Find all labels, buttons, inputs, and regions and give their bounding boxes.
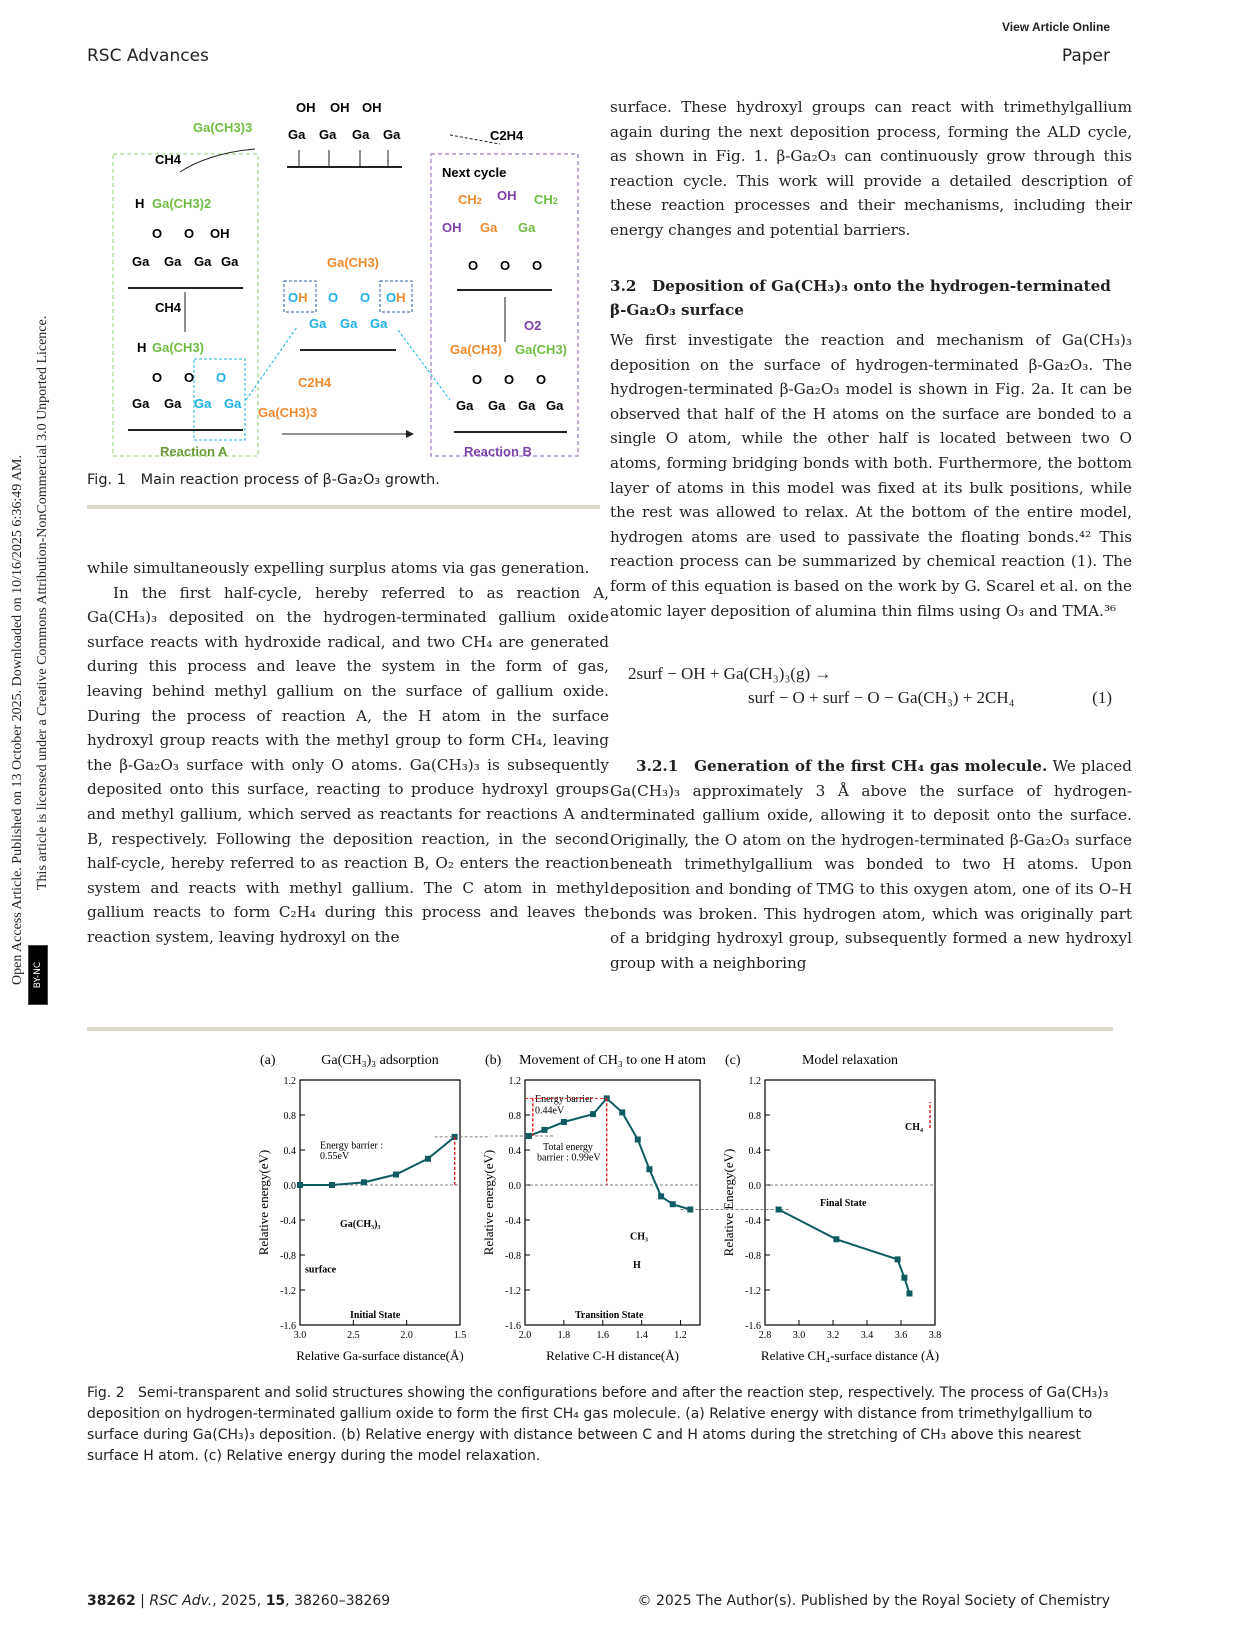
chart-title: Ga(CH₃)₃ adsorption xyxy=(321,1053,439,1068)
cc-by-nc-badge[interactable] xyxy=(28,945,48,1005)
x-tick-label: 1.4 xyxy=(635,1330,648,1341)
copyright: © 2025 The Author(s). Published by the Royal Society of Chemistry xyxy=(637,1593,1110,1609)
plot-frame xyxy=(300,1080,460,1325)
x-tick-label: 1.6 xyxy=(596,1330,610,1341)
y-tick-label: 0.8 xyxy=(508,1111,521,1122)
page-number: 38262 xyxy=(87,1593,136,1609)
gach3-label: Ga(CH3) xyxy=(515,342,568,357)
y-tick-label: -1.2 xyxy=(280,1286,296,1297)
x-tick-label: 3.0 xyxy=(792,1330,806,1341)
gach3-label: Ga(CH3) xyxy=(152,340,205,355)
ga-label: Ga xyxy=(546,398,564,413)
tmg-label: Ga(CH3)3 xyxy=(193,120,253,135)
chart-annotation: H xyxy=(633,1260,641,1272)
y-tick-label: -0.8 xyxy=(745,1251,761,1262)
data-point xyxy=(541,1127,547,1133)
x-tick-label: 2.0 xyxy=(400,1330,413,1341)
x-tick-label: 2.5 xyxy=(347,1330,360,1341)
y-tick-label: 0.8 xyxy=(748,1111,761,1122)
o2-label: O2 xyxy=(524,318,542,333)
x-tick-label: 1.5 xyxy=(453,1330,467,1341)
x-tick-label: 2.0 xyxy=(518,1330,532,1341)
ga-label: Ga xyxy=(352,127,370,142)
y-tick-label: -0.4 xyxy=(745,1216,761,1227)
y-tick-label: -1.6 xyxy=(280,1321,296,1332)
c2h4-label: C2H4 xyxy=(490,128,524,143)
divider xyxy=(87,505,600,509)
gach3-label: Ga(CH3) xyxy=(327,255,380,270)
data-point xyxy=(776,1207,782,1213)
body-paragraph: while simultaneously expelling surplus atoms via gas generation. xyxy=(87,559,590,577)
y-axis-label: Relative energy(eV) xyxy=(481,1149,496,1256)
next-cycle-label: Next cycle xyxy=(442,165,507,180)
oh-label: OH xyxy=(497,188,517,203)
oh-label: OH xyxy=(442,220,462,235)
oh-label: OH xyxy=(386,290,406,305)
body-column-left xyxy=(87,556,609,950)
chart-annotation: Initial State xyxy=(350,1310,401,1321)
badge-label: BY-NC xyxy=(33,961,43,989)
o-label: O xyxy=(536,372,547,387)
data-point xyxy=(907,1291,913,1297)
data-point xyxy=(619,1109,625,1115)
figure-1-label: Fig. 1 xyxy=(87,472,126,488)
ga-label: Ga xyxy=(194,396,212,411)
o-label: O xyxy=(500,258,511,273)
x-tick-label: 3.4 xyxy=(860,1330,874,1341)
ga-label: Ga xyxy=(164,396,182,411)
figure-2-charts xyxy=(250,1045,970,1375)
data-point xyxy=(901,1275,907,1281)
ch2-label: CH2 xyxy=(458,192,482,207)
section-heading xyxy=(610,274,1115,322)
c2h4-label: C2H4 xyxy=(298,375,332,390)
ga-label: Ga xyxy=(309,316,327,331)
top-surface xyxy=(287,150,402,167)
open-access-notice: Open Access Article. Published on 13 October 2025. Downloaded on 10/16/2025 6:36:49 AM. xyxy=(10,455,25,985)
y-tick-label: -1.6 xyxy=(505,1321,521,1332)
figure-1-caption-text: Main reaction process of β-Ga₂O₃ growth. xyxy=(140,472,440,488)
chart-annotation: 0.44eV xyxy=(535,1105,565,1117)
y-axis-label: Relative Energy(eV) xyxy=(721,1148,736,1257)
h-label: H xyxy=(137,340,147,355)
tmg-label: Ga(CH3)3 xyxy=(258,405,318,420)
figure-2-caption xyxy=(87,1383,1117,1467)
x-axis-label: Relative CH₄-surface distance (Å) xyxy=(760,1348,940,1363)
gach32-label: Ga(CH3)2 xyxy=(152,196,212,211)
x-tick-label: 3.0 xyxy=(293,1330,307,1341)
x-tick-label: 1.2 xyxy=(674,1330,687,1341)
y-tick-label: 0.4 xyxy=(748,1146,761,1157)
reaction-b-label: Reaction B xyxy=(464,444,532,459)
cyan-arrow xyxy=(246,327,297,400)
body-paragraph: surface. These hydroxyl groups can react with trimethylgallium again during the next deposition process, forming the ALD cycle, as shown in Fig. 1. β-Ga₂O₃ can continuously grow through this reaction cycle. This work will provide a detailed description of these reaction processes and their mechanisms, including their energy changes and potential barriers. xyxy=(610,98,1132,239)
y-tick-label: 0.0 xyxy=(283,1181,296,1192)
chart-panel-1 xyxy=(256,1053,490,1363)
data-point xyxy=(635,1137,641,1143)
citation-journal: RSC Adv. xyxy=(149,1593,213,1609)
data-point xyxy=(297,1182,303,1188)
y-tick-label: 0.8 xyxy=(283,1111,296,1122)
ga-label: Ga xyxy=(456,398,474,413)
series-line xyxy=(779,1210,910,1294)
ga-label: Ga xyxy=(194,254,212,269)
citation-volume: 15 xyxy=(265,1593,286,1609)
body-paragraph: In the first half-cycle, hereby referred to as reaction A, Ga(CH₃)₃ deposited on the hydrogen-terminated gallium oxide surface reacts with hydroxide radical, and two CH₄ are generated during this process and leave the system in the form of gas, leaving behind methyl gallium on the surface of gallium oxide. During the process of reaction A, the H atom in the surface hydroxyl group reacts with the methyl group to form CH₄, leaving the β-Ga₂O₃ surface with only O atoms. Ga(CH₃)₃ is subsequently deposited onto this surface, reacting to produce hydroxyl groups and methyl gallium, which served as reactants for reactions A and B, respectively. Following the deposition reaction, in the second half-cycle, hereby referred to as reaction B, O₂ enters the reaction system and reacts with methyl gallium. The C atom in methyl gallium reacts to form C₂H₄ during this process and leaves the reaction system, leaving hydroxyl on the xyxy=(87,583,609,946)
gach3-label: Ga(CH3) xyxy=(450,342,503,357)
y-tick-label: -0.8 xyxy=(280,1251,296,1262)
citation-pages: , 38260–38269 xyxy=(285,1593,391,1609)
o-label: O xyxy=(504,372,515,387)
oh-label: OH xyxy=(296,100,316,115)
o-label: O xyxy=(328,290,339,305)
data-point xyxy=(425,1156,431,1162)
chart-annotation: 0.55eV xyxy=(320,1150,350,1162)
ga-label: Ga xyxy=(518,220,536,235)
citation-year: , 2025, xyxy=(212,1593,266,1609)
panel-label: (a) xyxy=(260,1053,276,1068)
chart-panel-3 xyxy=(721,1053,941,1363)
equation-line-2: surf − O + surf − O − Ga(CH₃) + 2CH₄ xyxy=(748,688,1015,707)
y-tick-label: 1.2 xyxy=(748,1076,761,1087)
x-axis-label: Relative Ga-surface distance(Å) xyxy=(296,1348,464,1363)
chart-annotation: CH₃ xyxy=(630,1231,648,1243)
subsection-text: We placed Ga(CH₃)₃ approximately 3 Å above the surface of hydrogen-terminated gallium oxide, allowing it to deposit onto the surface. Originally, the O atom on the hydrogen-terminated β-Ga₂O₃ surface beneath trimethylgallium was bonded to two H atoms. Upon deposition and bonding of TMG to this oxygen atom, one of its O–H bonds was broken. This hydrogen atom, which was originally part of a bridging hydroxyl group, subsequently formed a new hydroxyl group with a neighboring xyxy=(610,757,1132,972)
oh-label: OH xyxy=(288,290,308,305)
chart-annotation: surface xyxy=(305,1264,337,1276)
ga-label: Ga xyxy=(488,398,506,413)
equation-number: (1) xyxy=(1092,688,1112,707)
footer-citation: 38262 | RSC Adv., 2025, 15, 38260–38269 xyxy=(87,1593,391,1609)
y-tick-label: -1.6 xyxy=(745,1321,761,1332)
chart-title: Movement of CH₃ to one H atom xyxy=(519,1053,706,1068)
data-point xyxy=(658,1193,664,1199)
chart-annotation: Total energy xyxy=(543,1142,593,1153)
ga-label: Ga xyxy=(224,396,242,411)
data-point xyxy=(561,1119,567,1125)
view-article-online-link[interactable]: View Article Online xyxy=(1001,20,1110,34)
subsection-title: Generation of the first CH₄ gas molecule. xyxy=(694,757,1048,775)
ch4-label: CH4 xyxy=(155,152,182,167)
chart-annotation: Energy barrier xyxy=(535,1093,593,1105)
chart-annotation: CH₄ xyxy=(905,1121,923,1133)
x-tick-label: 3.8 xyxy=(928,1330,942,1341)
article-type: Paper xyxy=(1061,46,1110,66)
o-label: O xyxy=(152,226,163,241)
equation-line-1: 2surf − OH + Ga(CH₃)₃(g) → xyxy=(628,664,832,683)
figure-1-caption xyxy=(87,472,440,488)
y-tick-label: -0.4 xyxy=(280,1216,296,1227)
data-point xyxy=(670,1201,676,1207)
y-tick-label: 0.0 xyxy=(748,1181,761,1192)
y-tick-label: 0.4 xyxy=(508,1146,521,1157)
panel-label: (c) xyxy=(725,1053,741,1068)
panel-label: (b) xyxy=(485,1053,502,1068)
arrow xyxy=(180,149,255,172)
o-label: O xyxy=(468,258,479,273)
x-tick-label: 3.2 xyxy=(826,1330,840,1341)
y-tick-label: -0.4 xyxy=(505,1216,521,1227)
figure-2-label: Fig. 2 xyxy=(87,1385,125,1401)
ga-label: Ga xyxy=(370,316,388,331)
data-point xyxy=(329,1182,335,1188)
ga-label: Ga xyxy=(132,396,150,411)
chart-title: Model relaxation xyxy=(801,1053,899,1068)
ga-label: Ga xyxy=(132,254,150,269)
y-tick-label: -0.8 xyxy=(505,1251,521,1262)
data-point xyxy=(895,1256,901,1262)
chart-annotation: Ga(CH₃)₃ xyxy=(340,1219,381,1230)
ga-label: Ga xyxy=(340,316,358,331)
ch2-label: CH2 xyxy=(534,192,558,207)
ga-label: Ga xyxy=(288,127,306,142)
ga-label: Ga xyxy=(383,127,401,142)
o-label: O xyxy=(532,258,543,273)
body-paragraph: We first investigate the reaction and mechanism of Ga(CH₃)₃ deposition on the surface of hydrogen-terminated β-Ga₂O₃. The hydrogen-terminated β-Ga₂O₃ model is shown in Fig. 2a. It can be observed that half of the H atoms on the surface are bonded to a single O atom, while the other half is located between two O atoms, forming bridging bonds with both. Furthermore, the bottom layer of atoms in this model was fixed at its bulk positions, while the rest was allowed to relax. At the bottom of the entire model, hydrogen atoms are used to passivate the floating bonds.⁴² This reaction process can be summarized by chemical reaction (1). The form of this equation is based on the work by G. Scarel et al. on the atomic layer deposition of alumina thin films using O₃ and TMA.³⁶ xyxy=(610,331,1132,620)
h-label: H xyxy=(135,196,145,211)
section-title: Deposition of Ga(CH₃)₃ onto the hydrogen-terminated β-Ga₂O₃ surface xyxy=(610,277,1111,319)
data-point xyxy=(646,1166,652,1172)
chart-annotation: Transition State xyxy=(575,1310,644,1321)
o-label: O xyxy=(472,372,483,387)
y-tick-label: 1.2 xyxy=(508,1076,521,1087)
ga-label: Ga xyxy=(221,254,239,269)
data-point xyxy=(833,1236,839,1242)
data-point xyxy=(393,1172,399,1178)
y-tick-label: -1.2 xyxy=(745,1286,761,1297)
o-label: O xyxy=(216,370,227,385)
o-label: O xyxy=(184,370,195,385)
y-tick-label: 0.4 xyxy=(283,1146,296,1157)
o-label: O xyxy=(360,290,371,305)
subsection-number: 3.2.1 xyxy=(636,757,679,775)
reaction-a-label: Reaction A xyxy=(160,444,228,459)
y-tick-label: 1.2 xyxy=(283,1076,296,1087)
o-label: O xyxy=(152,370,163,385)
ga-label: Ga xyxy=(319,127,337,142)
x-axis-label: Relative C-H distance(Å) xyxy=(546,1348,679,1363)
o-label: O xyxy=(184,226,195,241)
data-point xyxy=(361,1179,367,1185)
x-tick-label: 2.8 xyxy=(758,1330,772,1341)
oh-label: OH xyxy=(362,100,382,115)
ch4-label: CH4 xyxy=(155,300,182,315)
chart-annotation: barrier : 0.99eV xyxy=(537,1152,601,1164)
ga-label: Ga xyxy=(480,220,498,235)
section-number: 3.2 xyxy=(610,277,637,295)
body-paragraph xyxy=(610,754,1132,975)
ga-label: Ga xyxy=(518,398,536,413)
figure-2-caption-text: Semi-transparent and solid structures showing the configurations before and after the reaction step, respectively. The process of Ga(CH₃)₃ deposition on hydrogen-terminated gallium oxide to form the first CH₄ gas molecule. (a) Relative energy with distance from trimethylgallium to surface during Ga(CH₃)₃ deposition. (b) Relative energy with distance between C and H atoms during the stretching of CH₃ above this nearest surface H atom. (c) Relative energy during the model relaxation. xyxy=(87,1385,1109,1464)
chemical-equation xyxy=(628,662,1118,710)
chart-panel-2 xyxy=(481,1053,790,1363)
oh-label: OH xyxy=(210,226,230,241)
x-tick-label: 3.6 xyxy=(894,1330,908,1341)
licence-notice[interactable]: This article is licensed under a Creative Commons Attribution-NonCommercial 3.0 Unported Licence. xyxy=(35,315,50,890)
figure-1-reaction-scheme xyxy=(100,92,580,472)
data-point xyxy=(590,1111,596,1117)
journal-name: RSC Advances xyxy=(87,46,209,66)
cyan-arrow xyxy=(398,330,450,400)
y-tick-label: 0.0 xyxy=(508,1181,521,1192)
oh-label: OH xyxy=(330,100,350,115)
x-tick-label: 1.8 xyxy=(557,1330,571,1341)
chart-annotation: Energy barrier : xyxy=(320,1140,384,1152)
y-axis-label: Relative energy(eV) xyxy=(256,1149,271,1256)
ga-label: Ga xyxy=(164,254,182,269)
y-tick-label: -1.2 xyxy=(505,1286,521,1297)
divider xyxy=(87,1027,1113,1031)
chart-annotation: Final State xyxy=(820,1198,867,1209)
